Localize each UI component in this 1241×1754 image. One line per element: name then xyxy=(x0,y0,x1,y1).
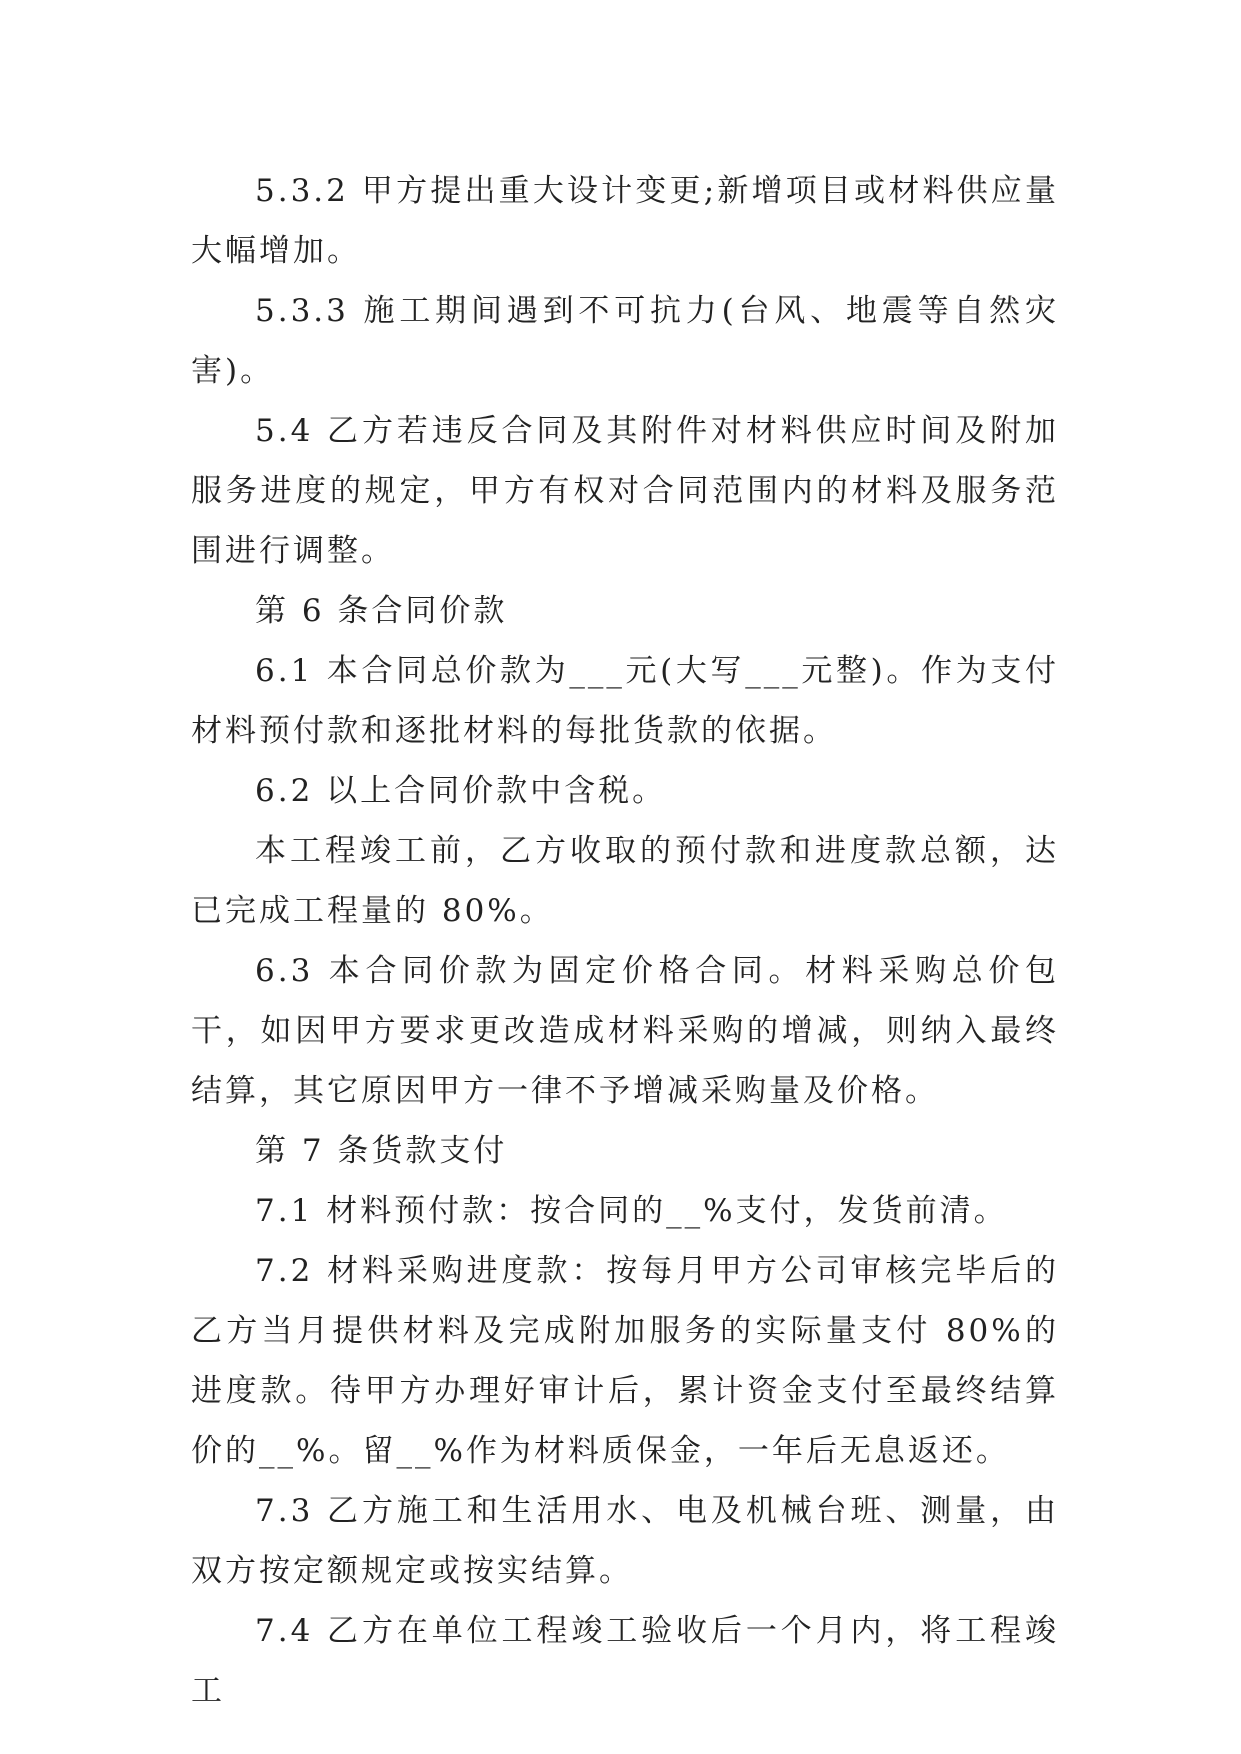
paragraph-6-1: 6.1 本合同总价款为___元(大写___元整)。作为支付材料预付款和逐批材料的每批货款的依据。 xyxy=(191,653,1059,749)
paragraph-6-3: 6.3 本合同价款为固定价格合同。材料采购总价包干，如因甲方要求更改造成材料采购的增减，则纳入最终结算，其它原因甲方一律不予增减采购量及价格。 xyxy=(191,953,1059,1109)
paragraph-6-2: 6.2 以上合同价款中含税。 xyxy=(255,773,667,809)
section-heading-7: 第 7 条货款支付 xyxy=(255,1133,508,1169)
paragraph-7-3: 7.3 乙方施工和生活用水、电及机械台班、测量，由双方按定额规定或按实结算。 xyxy=(191,1493,1059,1589)
paragraph-6-2-note: 本工程竣工前，乙方收取的预付款和进度款总额，达已完成工程量的 80%。 xyxy=(191,833,1059,929)
paragraph-5-3-3: 5.3.3 施工期间遇到不可抗力(台风、地震等自然灾害)。 xyxy=(191,293,1059,389)
document-body xyxy=(191,161,1059,1721)
paragraph-5-3-2: 5.3.2 甲方提出重大设计变更;新增项目或材料供应量大幅增加。 xyxy=(191,173,1059,269)
paragraph-5-4: 5.4 乙方若违反合同及其附件对材料供应时间及附加服务进度的规定，甲方有权对合同范围内的材料及服务范围进行调整。 xyxy=(191,413,1059,569)
paragraph-7-4: 7.4 乙方在单位工程竣工验收后一个月内，将工程竣工 xyxy=(191,1613,1059,1709)
paragraph-7-1: 7.1 材料预付款：按合同的__%支付，发货前清。 xyxy=(255,1193,1008,1229)
section-heading-6: 第 6 条合同价款 xyxy=(255,593,508,629)
paragraph-7-2: 7.2 材料采购进度款：按每月甲方公司审核完毕后的乙方当月提供材料及完成附加服务的实际量支付 80%的进度款。待甲方办理好审计后，累计资金支付至最终结算价的__%。留__%作为材料质保金，一年后无息返还。 xyxy=(191,1253,1059,1469)
